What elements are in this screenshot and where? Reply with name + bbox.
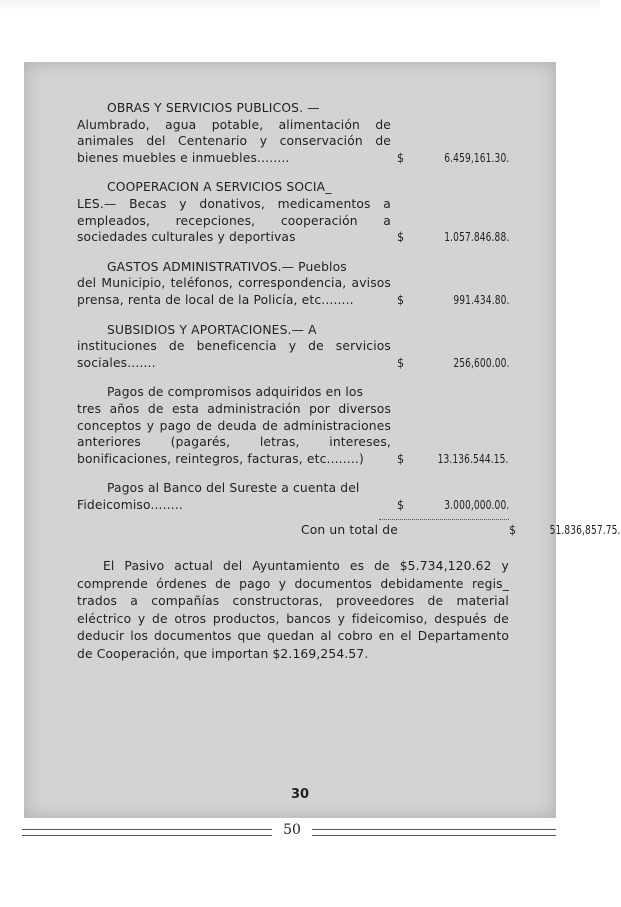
currency-symbol: $	[397, 230, 405, 245]
section-heading: Pagos de compromisos adquiridos en los	[107, 385, 364, 400]
page-top-edge	[0, 0, 600, 10]
amount-value: 256,600.00.	[452, 355, 509, 370]
section-text: LES.— Becas y donativos, medicamentos a empleados, recepciones, cooperación a sociedades culturales y deportivas	[77, 196, 391, 245]
section-amount	[397, 497, 509, 514]
footer-rule-right	[312, 829, 556, 836]
footer-rule-left	[22, 829, 272, 836]
document-body	[77, 100, 621, 663]
section-subsidios	[77, 322, 509, 372]
section-banco-sureste	[77, 480, 509, 513]
currency-symbol: $	[397, 497, 405, 512]
currency-symbol: $	[509, 523, 517, 538]
section-amount	[397, 150, 509, 167]
section-amount	[397, 451, 509, 468]
currency-symbol: $	[397, 451, 405, 466]
inner-page-number: 30	[290, 787, 310, 802]
section-obras-servicios	[77, 100, 509, 166]
section-text: Fideicomiso........	[77, 497, 183, 512]
section-amount	[397, 292, 509, 309]
amount-value: 13.136.544.15.	[438, 451, 509, 466]
amount-value: 6.459,161.30.	[443, 150, 509, 165]
amount-value: 3.000,000.00.	[443, 497, 509, 512]
section-heading: SUBSIDIOS Y APORTACIONES.— A	[107, 322, 317, 337]
amount-value: 51.836,857.75.	[550, 523, 621, 538]
section-compromisos	[77, 384, 509, 467]
amount-value: 1.057.846.88.	[443, 230, 509, 245]
total-amount	[509, 522, 621, 539]
currency-symbol: $	[397, 355, 405, 370]
total-rule	[301, 519, 621, 540]
section-text: Alumbrado, agua potable, alimentación de animales del Centenario y conservación de bienes muebles e inmuebles........	[77, 117, 391, 165]
currency-symbol: $	[397, 292, 405, 307]
liability-paragraph: El Pasivo actual del Ayuntamiento es de $5.734,120.62 y comprende órdenes de pago y documentos debidamente regis_ trados a compañías constructoras, proveedores de material eléctrico y de otros productos, bancos y fideicomiso, después de deducir los documentos que quedan al cobro en el Departamento de Cooperación, que importan $2.169,254.57.	[77, 559, 509, 661]
section-heading: GASTOS ADMINISTRATIVOS.— Pueblos	[107, 259, 347, 274]
section-heading: OBRAS Y SERVICIOS PUBLICOS. —	[107, 101, 320, 115]
section-text: tres años de esta administración por diversos conceptos y pago de deuda de administraciones anteriores (pagarés, letras, intereses, bonificaciones, reintegros, facturas, etc........)	[77, 401, 391, 466]
amount-value: 991.434.80.	[452, 292, 509, 307]
currency-symbol: $	[397, 150, 405, 165]
section-amount	[397, 355, 509, 372]
section-heading: COOPERACION A SERVICIOS SOCIA_	[107, 180, 332, 195]
book-page-number: 50	[283, 822, 301, 838]
section-amount	[397, 229, 509, 246]
section-text: instituciones de beneficencia y de servicios sociales.......	[77, 339, 391, 370]
section-gastos-administrativos	[77, 259, 509, 309]
section-heading: Pagos al Banco del Sureste a cuenta del	[107, 481, 360, 496]
section-cooperacion	[77, 179, 509, 245]
section-text: del Municipio, teléfonos, correspondencia, avisos prensa, renta de local de la Policía, etc........	[77, 276, 391, 307]
total-label: Con un total de	[301, 523, 398, 538]
